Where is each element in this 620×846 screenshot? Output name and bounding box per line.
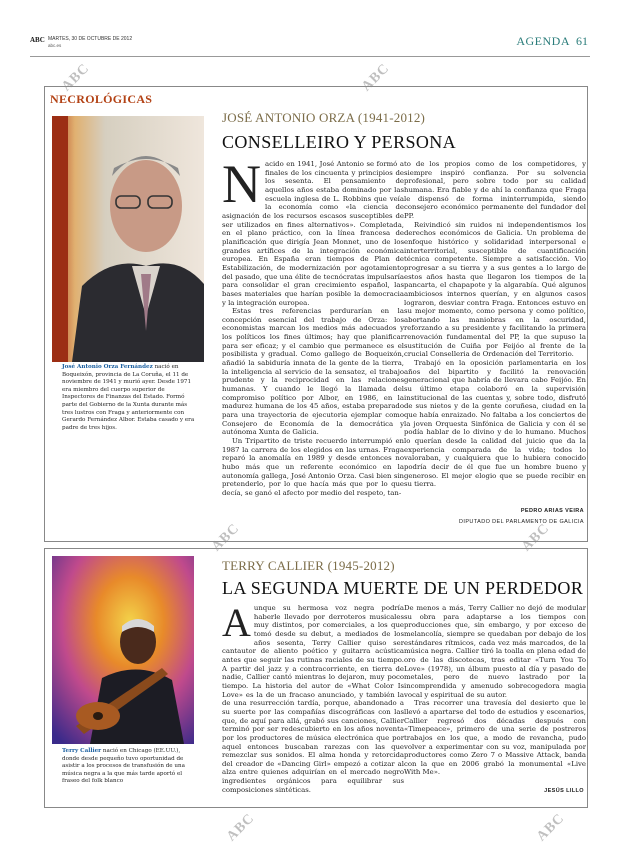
author-name: PEDRO ARIAS VEIRA	[520, 508, 584, 514]
portrait-photo-orza	[52, 116, 204, 362]
obituary-name-years: JOSÉ ANTONIO ORZA (1941-2012)	[222, 110, 426, 125]
drop-cap: A	[222, 604, 251, 645]
paragraph: acido en 1941, José Antonio se formó a finales de los cincuenta y principios de los sesenta. El pensamiento de aquellos años estaba dominado por las escuela inglesa de L. Robbins que veía la economía como «la ciencia de asignación de los recursos escasos susceptibles de ser utilizados en fines alternativos». Completada, en el plano práctico, con la línea francesa de planificación que dirigía Jean Monnet, uno de los grandes artífices de la integración económica europea. En España eran tiempos de Plan de Estabilización, de modernización por agotamiento del pasado, que una élite de tecnócratas impulsaría para consolidar el gran crecimiento español, las bases materiales que harían posible la democracia y la integración europea.	[222, 160, 404, 307]
obituary-name-years: TERRY CALLIER (1945-2012)	[222, 558, 395, 573]
header-rule	[30, 56, 590, 57]
paragraph: unque su hermosa voz negra podría haberle llevado por derroteros musicales muy distintos, por comerciales, a los que tomó desde su debut, a mediados de los años sesenta, Terry Callier quiso ser cantautor de aliento poético y guitarra acústica antes que seguir las rutinas raciales de su tiempo. A partir del jazz y a contracorriente, en tierra de nadie, Callier cantó mientras lo dejaron, muy poco tiempo. La historia del autor de «What Color Is Love» es la de un fracaso anunciado, y también la de una resurrección tardía, porque, abandonado a su suerte por las compañías discográficas con las que, de aquí para allá, grabó sus canciones, Callier terminó por ser redescubierto en los años noventa por los productores de música electrónica que por aquel entonces buscaban rarezas con las que remezclar sus sonidos. El alma honda y retorcida del creador de «Dancing Girl» empezó a cotizar al alza entre quienes adquirían en el mercado negro ingredientes orgánicos para equilibrar sus composiciones sintéticas.	[222, 604, 404, 794]
article-column-2	[404, 604, 586, 780]
page-header	[30, 36, 590, 56]
paragraph: De menos a más, Terry Callier no dejó de modular su obra para adaptarse a los tiempos con producciones que, sin embargo, y por exceso de melancolía, siempre se quedaban por debajo de los estándares rítmicos, cada vez más marcados, de la música negra. Callier tiró la toalla en plena edad de oro de las discotecas, tras editar «Turn You To Love» (1978), un álbum puesto al día y pasado de metales, pero de nuevo lastrado por la incomprendida y amenudo sobrecogedora magia vocal y espiritual de su autor.	[404, 604, 586, 699]
article-headline: CONSELLEIRO Y PERSONA	[222, 132, 457, 152]
watermark: ABC	[59, 60, 93, 95]
caption-name: Terry Callier	[62, 748, 102, 754]
paragraph: Estas tres referencias perdurarían en la concepción esencial del trabajo de Orza: los economistas marcan los medios más adecuados y los políticos los fines últimos; hay que planificar para ser eficaz; y el cambio que permanece es el posibilista y gradual. Como gallego de Boqueixón, añadió la sabiduría innata de la gente de la tierra, la inteligencia al servicio de la sensatez, el trabajo prudente y la reciprocidad en las relaciones humanas. Y cuando le llegó la llamada del compromiso político por Albor, en 1986, en la madurez humana de los 45 años, estaba preparado para una trayectoria de ejecutoria ejemplar como Consejero de Economía de la democrática y autónoma Xunta de Galicia.	[222, 307, 404, 437]
paragraph: to de los propios como de los competidores, y siempre inspiró confianza. Por su solvencia profesional, pero sobre todo por su calidad humana. Era fiable y de ahí la confianza que Fraga le dispensó de forma ininterrumpida, siendo consejero económico permanente del fundador del PP.	[404, 160, 586, 220]
paragraph: Reivindicó sin ruidos ni independentismos los derechos económicos de Galicia. Un problema de enfoque histórico y solidaridad interpersonal e interterritorial, susceptible de cuantificación técnica competente. Siempre a satisfacción. Vio progresar a su tierra y a sus gentes a lo largo de estos años hasta que llegaron los tiempos de la pancarta, el chapapote y la algarabía. Qué algunos ambiciosos internos querían, y en algunos casos lograron, desviar contra Fraga. Entonces estuvo en su mejor momento, como persona y como político, abortando las maniobras en la oscuridad, reforzando a su presidente y facilitando la primera renovación fundamental del PP, la que supuso la sustitución de Cuiña por Feijóo al frente de la crucial Conselleria de Ordenación del Territorio.	[404, 220, 586, 359]
caption-text: nació en Boqueixón, provincia de La Coruña, el 11 de noviembre de 1941 y murió ayer. Desde 1971 era miembro del cuerpo superior de Inspectores de Finanzas del Estado. Formó parte del Gobierno de la Xunta durante más tres lustros con Fraga y anteriormente con Gerardo Fernández Albor. Estaba casado y era padre de tres hijos.	[62, 364, 195, 431]
watermark: ABC	[359, 60, 393, 95]
page-number: 61	[576, 34, 588, 48]
watermark: ABC	[519, 520, 553, 555]
article-headline: LA SEGUNDA MUERTE DE UN PERDEDOR	[222, 578, 584, 598]
article-column-1	[222, 160, 404, 522]
portrait-photo-callier	[52, 556, 194, 744]
photo-caption-callier	[62, 748, 190, 786]
watermark: ABC	[224, 810, 258, 845]
caption-name: José Antonio Orza Fernández	[62, 364, 153, 370]
article-column-1	[222, 604, 404, 800]
watermark: ABC	[534, 810, 568, 845]
brand-label: ABC	[30, 36, 45, 44]
author-name: JESÚS LILLO	[544, 788, 584, 794]
photo-caption-orza	[62, 364, 196, 432]
section-kicker: NECROLÓGICAS	[50, 92, 153, 106]
author-title: DIPUTADO DEL PARLAMENTO DE GALICIA	[459, 519, 584, 525]
caption-text: nació en Chicago (EE.UU.), donde desde pequeño tuvo oportunidad de asistir a los procesos de transfusión de una música negra a la que más tarde aportó el fraseo del folk blanco	[62, 748, 185, 785]
watermark: ABC	[209, 520, 243, 555]
section-label: AGENDA	[516, 34, 570, 48]
paragraph: Tras recorrer una travesía del desierto que le llevó a apartarse del todo de estudios y escenarios, Callier regresó dos décadas después con «Timepeace», primero de una serie de postreros trabajos en los que, a modo de revancha, pudo volver a experimentar con su voz, manipulada por productores como Zero 7 o Massive Attack, banda con la que en 2006 grabó la monumental «Live With Me».	[404, 699, 586, 777]
issue-date: MARTES, 30 DE OCTUBRE DE 2012	[48, 36, 133, 42]
website-label: abc.es	[48, 43, 62, 48]
paragraph: Trabajó en la oposición parlamentaria en los años del bipartito y facilitó la renovación generacional que habría de llevara cabo Feijóo. En su último etapa colaboró en la supervisión institucional de las cuentas y, sobre todo, disfrutó de sus nietos y de la gente coruñesa, ciudad en la que había enraizado. No faltaba a los conciertos de la joven Orquesta Sinfónica de Galicia y con él se podía hablar de lo divino y de lo humano. Muchos lo querían desde la calidad del juicio que da la experiencia comparada de la vida; todos lo valoraban, y cualquiera que lo hubiera conocido podría decir de él que fue un hombre bueno y generoso. El mejor elogio que se puede recibir en su tierra.	[404, 359, 586, 488]
article-column-2	[404, 160, 586, 488]
paragraph: Un Tripartito de triste recuerdo interrumpió en 1987 la carrera de los elegidos en las urnas. Fraga reparó la anomalía en 1989 y desde entonces no hubo más que un referente económico en la autonomía gallega, José Antonio Orza. Casi bien sin pretenderlo, por lo que hacía más que por lo que decía, se ganó el afecto por medio del respeto, tan-	[222, 437, 404, 497]
drop-cap: N	[222, 160, 261, 214]
